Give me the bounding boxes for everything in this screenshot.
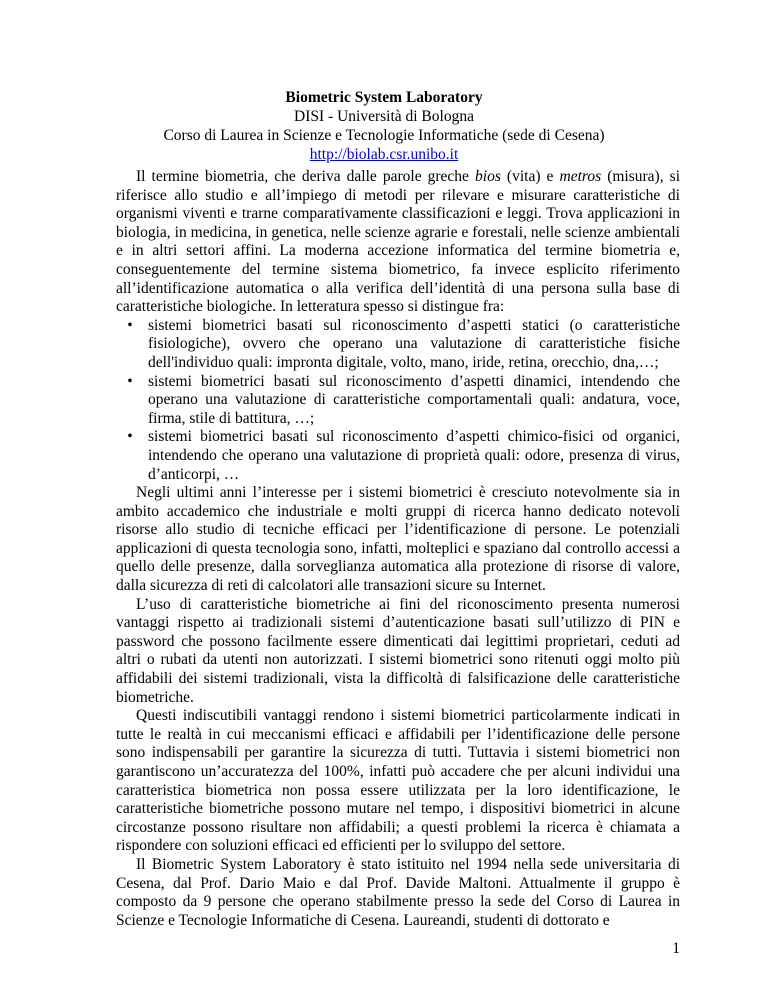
intro-text-3: (misura), si riferisce allo studio e all’impiego di metodi per rilevare e misurare caratteristiche di organismi viventi e trarne comparativamente classificazioni e leggi. Trova applicazioni in biologia, in medicina, in genetica, nelle scienze agrarie e forestali, nelle scienze ambientali e in altri settori affini. La moderna accezione informatica del termine biometria e, conseguentemente del termine sistema biometrico, fa invece esplicito riferimento all’identificazione automatica o alla verifica dell’identità di una persona sulla base di caratteristiche biologiche. In letteratura spesso si distingue fra: xyxy=(116,168,680,316)
bullet-icon: • xyxy=(127,428,133,446)
term-metros: metros xyxy=(559,168,602,185)
intro-text-1: Il termine biometria, che deriva dalle parole greche xyxy=(136,168,476,185)
list-item-text: sistemi biometrici basati sul riconoscimento d’aspetti statici (o caratteristiche fisiologiche), ovvero che operano una valutazione di caratteristiche fisiche dell'individuo quali: impronta digitale, volto, mano, iride, retina, orecchio, dna,…; xyxy=(148,316,680,371)
bullet-icon: • xyxy=(127,316,133,334)
intro-paragraph xyxy=(116,168,680,317)
lab-website-link[interactable]: http://biolab.csr.unibo.it xyxy=(309,146,459,163)
body-paragraph: Il Biometric System Laboratory è stato istituito nel 1994 nella sede universitaria di Cesena, dal Prof. Dario Maio e dal Prof. Davide Maltoni. Attualmente il gruppo è composto da 9 persone che operano stabilmente presso la sede del Corso di Laurea in Scienze e Tecnologie Informatiche di Cesena. Laureandi, studenti di dottorato e xyxy=(116,855,680,929)
list-item xyxy=(116,428,680,484)
body-paragraph: Questi indiscutibili vantaggi rendono i sistemi biometrici particolarmente indicati in tutte le realtà in cui meccanismi efficaci e affidabili per l’identificazione delle persone sono indispensabili per garantire la sicurezza di tutti. Tuttavia i sistemi biometrici non garantiscono un’accuratezza del 100%, infatti può accadere che per alcuni individui una caratteristica biometrica non possa essere utilizzata per la loro identificazione, le caratteristiche biometriche possono mutare nel tempo, i dispositivi biometrici in alcune circostanze possono risultare non affidabili; a questi problemi la ricerca è chiamata a rispondere con soluzioni efficaci ed efficienti per lo sviluppo del settore. xyxy=(116,707,680,855)
biometric-systems-list xyxy=(116,317,680,484)
document-header xyxy=(0,88,768,164)
list-item xyxy=(116,373,680,429)
term-bios: bios xyxy=(475,168,501,185)
document-body xyxy=(116,168,680,930)
intro-text-2: (vita) e xyxy=(500,168,560,185)
course-line: Corso di Laurea in Scienze e Tecnologie Informatiche (sede di Cesena) xyxy=(163,127,605,144)
department-line: DISI - Università di Bologna xyxy=(294,108,474,125)
page-number: 1 xyxy=(672,940,680,957)
body-paragraph: L’uso di caratteristiche biometriche ai fini del riconoscimento presenta numerosi vantaggi rispetto ai tradizionali sistemi d’autenticazione basati sull’utilizzo di PIN e password che possono facilmente essere dimenticati dai legittimi proprietari, ceduti ad altri o rubati da utenti non autorizzati. I sistemi biometrici sono ritenuti oggi molto più affidabili dei sistemi tradizionali, vista la difficoltà di falsificazione delle caratteristiche biometriche. xyxy=(116,595,680,706)
list-item-text: sistemi biometrici basati sul riconoscimento d’aspetti dinamici, intendendo che operano una valutazione di caratteristiche comportamentali quali: andatura, voce, firma, stile di battitura, …; xyxy=(148,372,680,427)
bullet-icon: • xyxy=(127,372,133,390)
lab-title: Biometric System Laboratory xyxy=(285,89,483,106)
list-item-text: sistemi biometrici basati sul riconoscimento d’aspetti chimico-fisici od organici, intendendo che operano una valutazione di proprietà quali: odore, presenza di virus, d’anticorpi, … xyxy=(148,428,680,483)
list-item xyxy=(116,317,680,373)
body-paragraph: Negli ultimi anni l’interesse per i sistemi biometrici è cresciuto notevolmente sia in ambito accademico che industriale e molti gruppi di ricerca hanno dedicato notevoli risorse allo studio di tecniche efficaci per l’identificazione di persone. Le potenziali applicazioni di questa tecnologia sono, infatti, molteplici e spaziano dal controllo accessi a quello delle presenze, dalla sorveglianza automatica alla protezione di risorse di valore, dalla sicurezza di reti di calcolatori alle transazioni sicure su Internet. xyxy=(116,484,680,595)
